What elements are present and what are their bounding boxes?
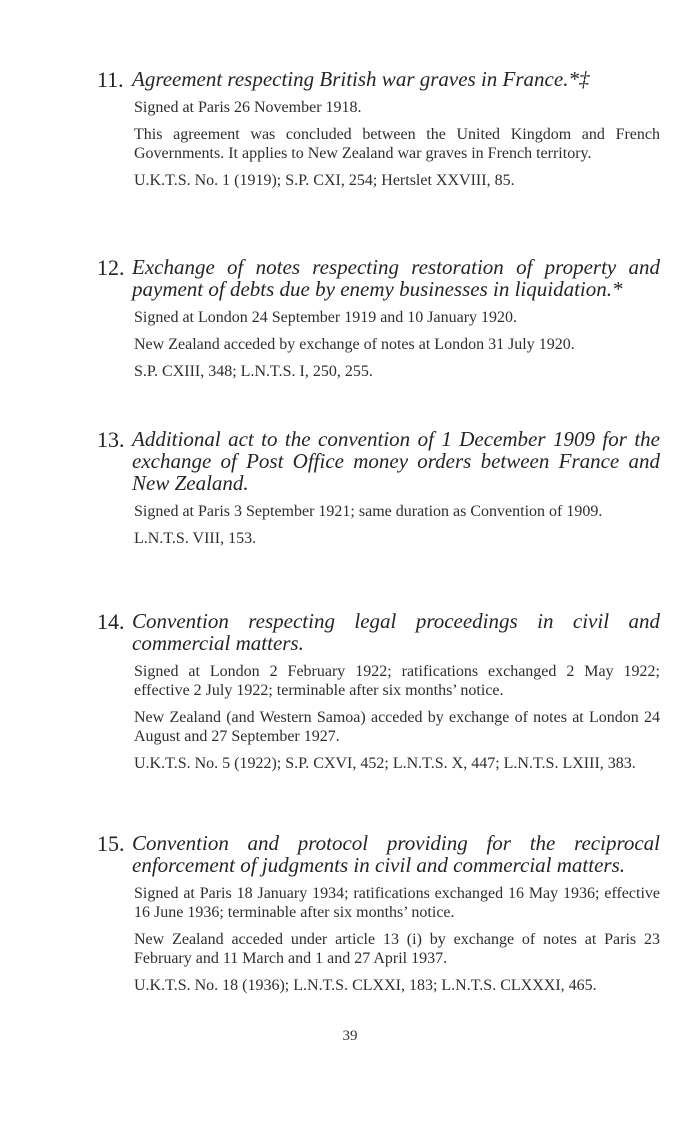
- entry-number: 11.: [97, 67, 124, 92]
- entry-references: U.K.T.S. No. 5 (1922); S.P. CXVI, 452; L.N.T.S. X, 447; L.N.T.S. LXIII, 383.: [134, 755, 636, 772]
- entry-signing-info: Signed at Paris 18 January 1934; ratifications exchanged 16 May 1936; effective 16 June 1936; terminable after six months’ notice.: [134, 885, 660, 921]
- entry-references: L.N.T.S. VIII, 153.: [134, 530, 257, 547]
- entry-note: New Zealand acceded by exchange of notes at London 31 July 1920.: [134, 336, 575, 353]
- entry-title: Convention respecting legal proceedings in civil and commercial matters.: [132, 609, 660, 655]
- treaty-entry-15: [97, 832, 660, 995]
- entry-title: Additional act to the convention of 1 December 1909 for the exchange of Post Office money orders between France and New Zealand.: [132, 427, 660, 495]
- entry-signing-info: Signed at London 2 February 1922; ratifications exchanged 2 May 1922; effective 2 July 1922; terminable after six months’ notice.: [134, 663, 660, 699]
- entry-signing-info: Signed at Paris 26 November 1918.: [134, 99, 362, 116]
- entry-note: New Zealand (and Western Samoa) acceded by exchange of notes at London 24 August and 27 September 1927.: [134, 709, 660, 745]
- entry-title: Agreement respecting British war graves in France.*‡: [132, 67, 590, 91]
- entry-note: This agreement was concluded between the United Kingdom and French Governments. It applies to New Zealand war graves in French territory.: [134, 126, 660, 162]
- entry-number: 12.: [97, 255, 125, 280]
- entry-note: New Zealand acceded under article 13 (i) by exchange of notes at Paris 23 February and 11 March and 1 and 27 April 1937.: [134, 931, 660, 967]
- treaty-entry-12: [97, 256, 660, 381]
- page-number: 39: [342, 1028, 358, 1044]
- entry-body: [134, 884, 660, 995]
- entry-body: [134, 502, 660, 548]
- entry-number: 15.: [97, 831, 125, 856]
- entry-body: [134, 308, 660, 381]
- treaty-entry-11: [97, 68, 660, 190]
- entry-references: S.P. CXIII, 348; L.N.T.S. I, 250, 255.: [134, 363, 373, 380]
- entry-title: Exchange of notes respecting restoration of property and payment of debts due by enemy businesses in liquidation.*: [132, 255, 660, 301]
- treaty-entry-13: [97, 428, 660, 548]
- entry-number: 13.: [97, 427, 125, 452]
- entry-body: [134, 98, 660, 190]
- entry-number: 14.: [97, 609, 125, 634]
- entry-signing-info: Signed at London 24 September 1919 and 10 January 1920.: [134, 309, 518, 326]
- treaty-entry-14: [97, 610, 660, 773]
- entry-references: U.K.T.S. No. 1 (1919); S.P. CXI, 254; Hertslet XXVIII, 85.: [134, 172, 515, 189]
- entry-title: Convention and protocol providing for the reciprocal enforcement of judgments in civil and commercial matters.: [132, 831, 660, 877]
- entry-signing-info: Signed at Paris 3 September 1921; same duration as Convention of 1909.: [134, 503, 603, 520]
- entry-references: U.K.T.S. No. 18 (1936); L.N.T.S. CLXXI, 183; L.N.T.S. CLXXXI, 465.: [134, 977, 597, 994]
- entry-body: [134, 662, 660, 773]
